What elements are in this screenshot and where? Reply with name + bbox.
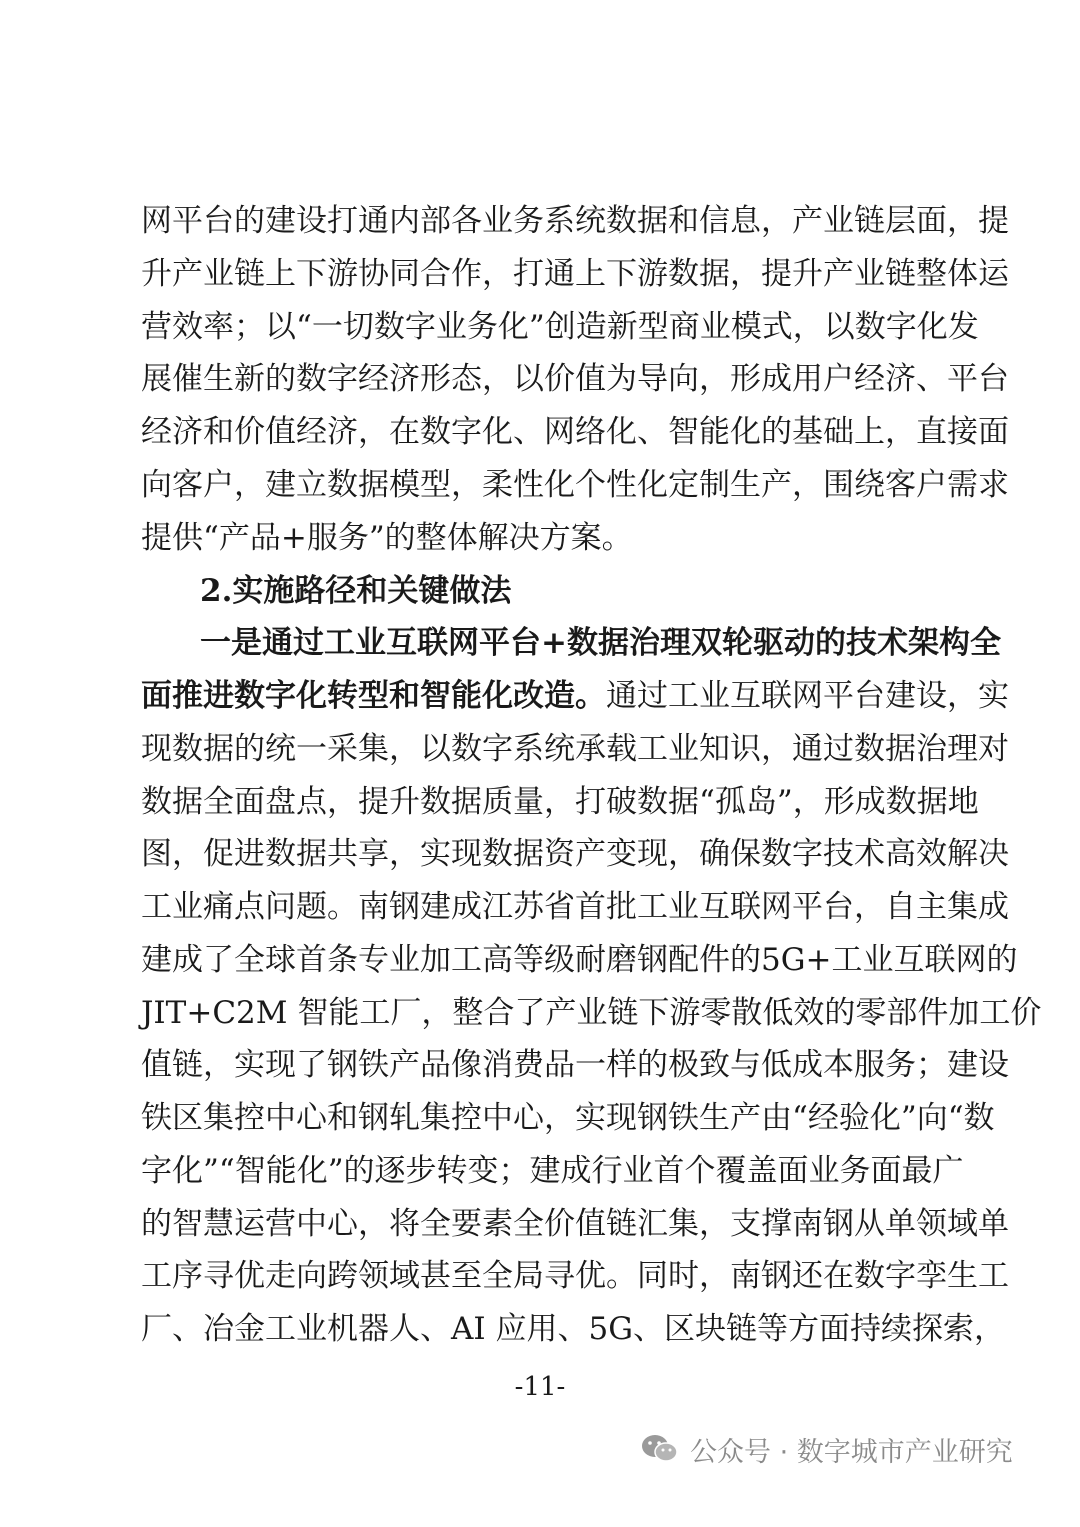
paragraph-line: 字化”“智能化”的逐步转变；建成行业首个覆盖面业务面最广 xyxy=(141,1153,964,1189)
paragraph-line: 升产业链上下游协同合作，打通上下游数据，提升产业链整体运 xyxy=(141,256,1009,292)
wechat-icon xyxy=(640,1432,680,1466)
paragraph-line: 营效率；以“一切数字业务化”创造新型商业模式，以数字化发 xyxy=(141,309,979,345)
paragraph-mixed-line xyxy=(141,676,1009,716)
paragraph-line: 建成了全球首条专业加工高等级耐磨钢配件的5G+工业互联网的 xyxy=(141,942,1018,978)
paragraph-line: 数据全面盘点，提升数据质量，打破数据“孤岛”，形成数据地 xyxy=(141,784,979,820)
paragraph-bold-lead: 面推进数字化转型和智能化改造。 xyxy=(141,678,606,714)
paragraph-line: 展催生新的数字经济形态，以价值为导向，形成用户经济、平台 xyxy=(141,361,1009,397)
paragraph-line: 值链，实现了钢铁产品像消费品一样的极致与低成本服务；建设 xyxy=(141,1047,1009,1083)
paragraph-line: 工业痛点问题。南钢建成江苏省首批工业互联网平台，自主集成 xyxy=(141,889,1009,925)
paragraph-line: 现数据的统一采集，以数字系统承载工业知识，通过数据治理对 xyxy=(141,731,1009,767)
paragraph-line: 工序寻优走向跨领域甚至全局寻优。同时，南钢还在数字孪生工 xyxy=(141,1258,1009,1294)
paragraph-bold-lead-line: 一是通过工业互联网平台+数据治理双轮驱动的技术架构全 xyxy=(200,625,1001,661)
section-heading: 2.实施路径和关键做法 xyxy=(200,573,512,609)
watermark-text: 公众号 · 数字城市产业研究 xyxy=(690,1436,1013,1468)
page-number: -11- xyxy=(514,1372,566,1402)
paragraph-line: 铁区集控中心和钢轧集控中心，实现钢铁生产由“经验化”向“数 xyxy=(141,1100,995,1136)
paragraph-line: JIT+C2M 智能工厂，整合了产业链下游零散低效的零部件加工价 xyxy=(141,995,1042,1031)
paragraph-line: 网平台的建设打通内部各业务系统数据和信息，产业链层面，提 xyxy=(141,203,1009,239)
paragraph-line: 厂、冶金工业机器人、AI 应用、5G、区块链等方面持续探索， xyxy=(141,1311,1005,1347)
paragraph-line: 经济和价值经济，在数字化、网络化、智能化的基础上，直接面 xyxy=(141,414,1009,450)
watermark xyxy=(640,1427,1013,1471)
paragraph-text: 通过工业互联网平台建设，实 xyxy=(606,678,1009,714)
paragraph-line: 提供“产品+服务”的整体解决方案。 xyxy=(141,520,633,556)
paragraph-line: 的智慧运营中心，将全要素全价值链汇集，支撑南钢从单领域单 xyxy=(141,1206,1009,1242)
paragraph-line: 向客户，建立数据模型，柔性化个性化定制生产，围绕客户需求 xyxy=(141,467,1009,503)
paragraph-line: 图，促进数据共享，实现数据资产变现，确保数字技术高效解决 xyxy=(141,836,1009,872)
